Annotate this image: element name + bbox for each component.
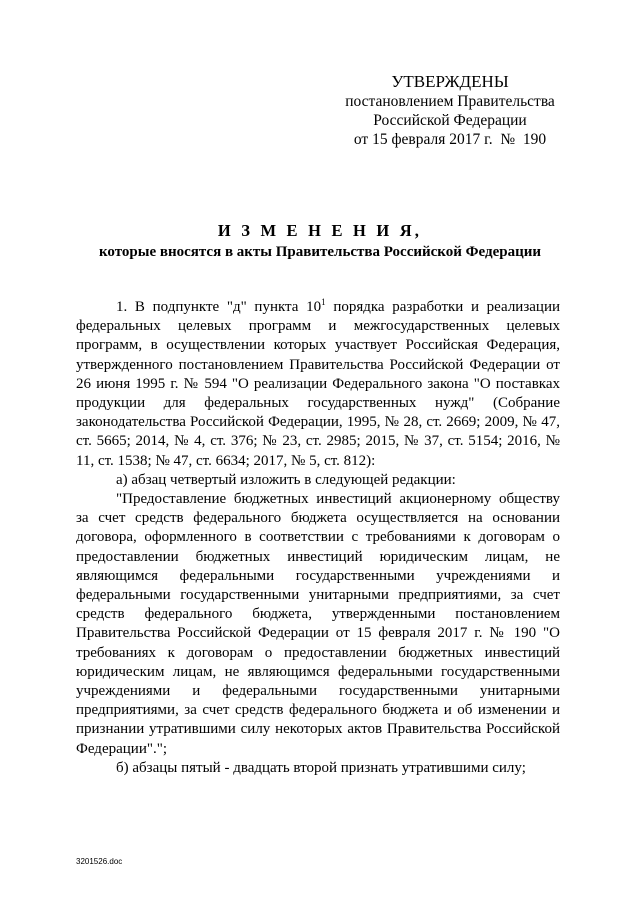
- paragraph-1: [76, 298, 560, 471]
- document-subtitle: которые вносятся в акты Правительства Российской Федерации: [98, 244, 542, 260]
- paragraph-3: "Предоставление бюджетных инвестиций акционерному обществу за счет средств федерального бюджета осуществляется на основании договора, оформленного в соответствии с требованиями к договорам о предоставлении бюджетных инвестиций юридическим лицам, не являющимся федеральными государственными учреждениями и федеральными государственными унитарными предприятиями, за счет средств федерального бюджета, утвержденными постановлением Правительства Российской Федерации от 15 февраля 2017 г. № 190 "О требованиях к договорам о предоставлении бюджетных инвестиций юридическим лицам, не являющимся федеральными государственными учреждениями и федеральными государственными унитарными предприятиями, за счет средств федерального бюджета и об изменении и признании утратившими силу некоторых актов Правительства Российской Федерации".";: [76, 491, 560, 757]
- footer-filename: 3201526.doc: [76, 857, 123, 866]
- superscript: 1: [321, 297, 326, 307]
- approval-title: УТВЕРЖДЕНЫ: [391, 72, 509, 91]
- approval-line: постановлением Правительства: [345, 93, 555, 110]
- document-body: [76, 298, 560, 778]
- approval-date-number: от 15 февраля 2017 г. № 190: [353, 131, 547, 148]
- paragraph-1-start: 1. В подпункте "д" пункта 10: [116, 299, 322, 315]
- document-title: И З М Е Н Е Н И Я,: [217, 221, 423, 240]
- paragraph-2: а) абзац четвертый изложить в следующей редакции:: [116, 471, 456, 488]
- paragraph-4: б) абзацы пятый - двадцать второй признать утратившими силу;: [116, 759, 526, 776]
- paragraph-1-rest: порядка разработки и реализации федеральных целевых программ и межгосударственных целевых программ, в осуществлении которых участвует Российская Федерация, утвержденного постановлением Правительства Российской Федерации от 26 июня 1995 г. № 594 "О реализации Федерального закона "О поставках продукции для федеральных государственных нужд" (Собрание законодательства Российской Федерации, 1995, № 28, ст. 2669; 2009, № 47, ст. 5665; 2014, № 4, ст. 376; № 23, ст. 2985; 2015, № 37, ст. 5154; 2016, № 11, ст. 1538; № 47, ст. 6634; 2017, № 5, ст. 812):: [76, 299, 560, 469]
- approval-stamp: [340, 72, 560, 149]
- approval-line: Российской Федерации: [373, 112, 527, 129]
